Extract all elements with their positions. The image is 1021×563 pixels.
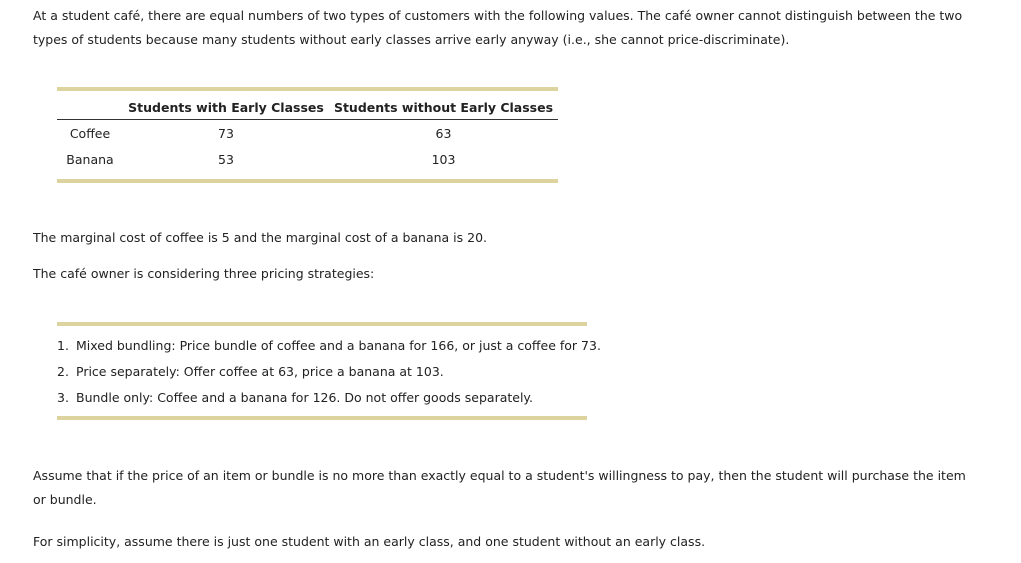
- list-item: [57, 359, 601, 385]
- strategy-text: Bundle only: Coffee and a banana for 126. Do not offer goods separately.: [76, 390, 534, 405]
- table-header-early: Students with Early Classes: [123, 96, 329, 120]
- strategies-intro-paragraph: The café owner is considering three pricing strategies:: [33, 266, 375, 281]
- simplicity-paragraph: For simplicity, assume there is just one student with an early class, and one student without an early class.: [33, 534, 706, 549]
- strategies-top-rule: [57, 322, 587, 326]
- intro-paragraph: [33, 4, 962, 52]
- strategies-list: [57, 333, 601, 411]
- table-row: [57, 120, 558, 147]
- banana-no-early-value: 103: [431, 151, 456, 167]
- list-item: [57, 385, 601, 411]
- intro-line-2: types of students because many students without early classes arrive early anyway (i.e., she cannot price-discriminate).: [33, 32, 790, 47]
- table-bottom-rule: [57, 179, 558, 183]
- list-item: [57, 333, 601, 359]
- table-top-rule: [57, 87, 558, 91]
- strategies-bottom-rule: [57, 416, 587, 420]
- values-table: [57, 96, 558, 172]
- strategy-number: 2.: [57, 364, 69, 379]
- strategy-number: 1.: [57, 338, 69, 353]
- strategy-text: Mixed bundling: Price bundle of coffee and a banana for 166, or just a coffee for 73.: [76, 338, 601, 353]
- row-label-banana: Banana: [66, 151, 114, 167]
- strategy-text: Price separately: Offer coffee at 63, price a banana at 103.: [76, 364, 444, 379]
- table-header-blank: [57, 96, 123, 120]
- assumption-line-1: Assume that if the price of an item or bundle is no more than exactly equal to a student's willingness to pay, then the student will purchase the item: [33, 468, 966, 483]
- row-label-coffee: Coffee: [69, 125, 111, 141]
- banana-early-value: 53: [218, 151, 234, 167]
- marginal-cost-paragraph: The marginal cost of coffee is 5 and the marginal cost of a banana is 20.: [33, 230, 488, 245]
- table-header-row: [57, 96, 558, 120]
- intro-line-1: At a student café, there are equal numbers of two types of customers with the following values. The café owner cannot distinguish between the two: [33, 8, 963, 23]
- table-row: [57, 146, 558, 172]
- assumption-paragraph: [33, 464, 966, 512]
- coffee-early-value: 73: [218, 125, 234, 141]
- assumption-line-2: or bundle.: [33, 492, 97, 507]
- coffee-no-early-value: 63: [435, 125, 452, 141]
- table-header-no-early: Students without Early Classes: [329, 96, 558, 120]
- strategy-number: 3.: [57, 390, 69, 405]
